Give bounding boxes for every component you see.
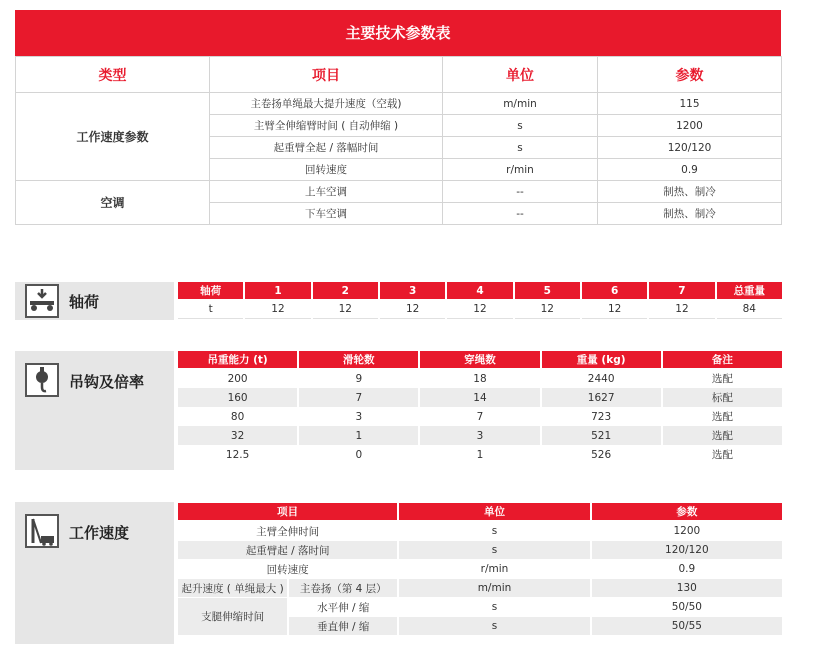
hook-header: 吊重能力 (t) [178,351,297,369]
axle-cell: 12 [380,300,445,319]
speed-unit: m/min [399,579,589,597]
table-row [178,369,782,388]
hook-cell: 2440 [542,369,661,388]
speed-item: 回转速度 [178,560,397,578]
speed-item: 主臂全伸时间 [178,522,397,540]
hook-header: 穿绳数 [420,351,539,369]
axle-header: 1 [245,282,310,300]
cell-unit: -- [443,203,598,225]
speed-table [176,502,784,636]
axle-header: 轴荷 [178,282,243,300]
hook-cell: 1627 [542,388,661,407]
axle-cell: 12 [582,300,647,319]
hook-cell: 526 [542,445,661,464]
speed-item-sub: 水平伸 / 缩 [289,598,397,616]
axle-header: 5 [515,282,580,300]
hook-cell: 200 [178,369,297,388]
hook-cell: 80 [178,407,297,426]
speed-value: 0.9 [592,560,782,578]
speed-section-label [15,502,174,644]
speed-item: 起重臂起 / 落时间 [178,541,397,559]
axle-header-row [178,282,782,300]
speed-value: 1200 [592,522,782,540]
axle-header: 4 [447,282,512,300]
speed-header-row [178,503,782,521]
speed-header-item: 项目 [178,503,397,521]
speed-unit: s [399,598,589,616]
cell-value: 115 [598,93,782,115]
cell-value: 制热、制冷 [598,203,782,225]
speed-item-group: 起升速度 ( 单绳最大 ) [178,579,287,597]
crane-icon [25,514,59,548]
axle-header: 3 [380,282,445,300]
cell-unit: m/min [443,93,598,115]
axle-table [176,282,784,319]
speed-unit: r/min [399,560,589,578]
main-header-row [16,57,782,93]
speed-value: 50/55 [592,617,782,635]
hook-cell: 9 [299,369,418,388]
speed-unit: s [399,617,589,635]
hook-cell: 标配 [663,388,782,407]
axle-header: 2 [313,282,378,300]
table-row [178,300,782,319]
hook-cell: 选配 [663,445,782,464]
outrigger-group: 支腿伸缩时间 [178,598,287,635]
cell-unit: s [443,137,598,159]
hook-cell: 选配 [663,426,782,445]
hook-header: 滑轮数 [299,351,418,369]
hook-section-label [15,351,174,470]
hook-cell: 选配 [663,407,782,426]
cell-value: 制热、制冷 [598,181,782,203]
hook-cell: 18 [420,369,539,388]
hook-cell: 723 [542,407,661,426]
hook-cell: 160 [178,388,297,407]
cell-item: 回转速度 [210,159,443,181]
speed-value: 50/50 [592,598,782,616]
cell-item: 主卷扬单绳最大提升速度（空载) [210,93,443,115]
cell-unit: r/min [443,159,598,181]
speed-unit: s [399,522,589,540]
cell-item: 下车空调 [210,203,443,225]
header-type: 类型 [16,57,210,93]
cell-value: 1200 [598,115,782,137]
header-value: 参数 [598,57,782,93]
hook-cell: 1 [299,426,418,445]
cell-item: 起重臂全起 / 落幅时间 [210,137,443,159]
table-row [178,579,782,597]
hook-header: 重量 (kg) [542,351,661,369]
hook-table [176,351,784,464]
table-row [178,388,782,407]
hook-icon [25,363,59,397]
axle-cell: 12 [313,300,378,319]
axle-section-title: 轴荷 [69,293,100,311]
table-row [16,93,782,115]
hook-cell: 32 [178,426,297,445]
table-row [178,407,782,426]
hook-cell: 1 [420,445,539,464]
speed-header-value: 参数 [592,503,782,521]
speed-item-sub: 主卷扬（第 4 层） [289,579,397,597]
hook-cell: 521 [542,426,661,445]
main-title: 主要技术参数表 [15,10,781,56]
axle-cell: t [178,300,243,319]
table-row [178,598,782,616]
speed-unit: s [399,541,589,559]
axle-header: 6 [582,282,647,300]
hook-header-row [178,351,782,369]
table-row [178,541,782,559]
cell-item: 上车空调 [210,181,443,203]
axle-header: 总重量 [717,282,782,300]
hook-cell: 7 [420,407,539,426]
axle-header: 7 [649,282,714,300]
hook-cell: 12.5 [178,445,297,464]
axle-cell: 12 [649,300,714,319]
header-unit: 单位 [443,57,598,93]
hook-cell: 3 [420,426,539,445]
cell-item: 主臂全伸缩臂时间 ( 自动伸缩 ) [210,115,443,137]
cell-value: 120/120 [598,137,782,159]
axle-section-label [15,282,174,320]
hook-cell: 3 [299,407,418,426]
axle-cell: 84 [717,300,782,319]
table-row [178,426,782,445]
table-row [178,445,782,464]
axle-cell: 12 [447,300,512,319]
group-label: 空调 [16,181,210,225]
speed-item-sub: 垂直伸 / 缩 [289,617,397,635]
hook-section-title: 吊钩及倍率 [69,373,145,391]
hook-cell: 14 [420,388,539,407]
hook-cell: 选配 [663,369,782,388]
hook-header: 备注 [663,351,782,369]
speed-value: 130 [592,579,782,597]
speed-value: 120/120 [592,541,782,559]
hook-cell: 7 [299,388,418,407]
main-spec-table [15,56,782,225]
table-row [178,560,782,578]
cell-value: 0.9 [598,159,782,181]
table-row [16,181,782,203]
table-row [178,522,782,540]
speed-header-unit: 单位 [399,503,589,521]
hook-cell: 0 [299,445,418,464]
axle-load-icon [25,284,59,318]
header-item: 项目 [210,57,443,93]
axle-cell: 12 [245,300,310,319]
axle-cell: 12 [515,300,580,319]
group-label: 工作速度参数 [16,93,210,181]
cell-unit: -- [443,181,598,203]
speed-section-title: 工作速度 [69,524,130,542]
cell-unit: s [443,115,598,137]
